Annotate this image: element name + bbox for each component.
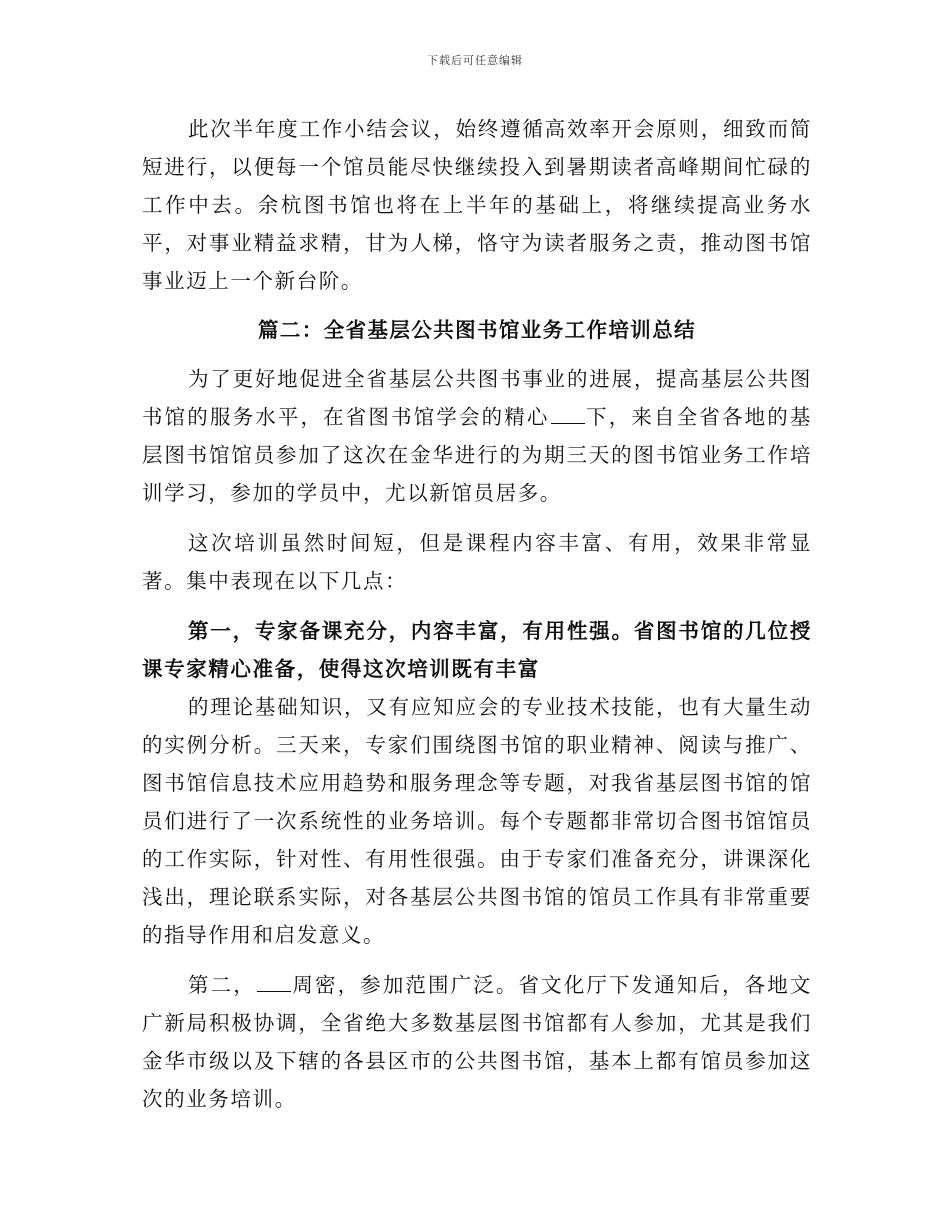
- paragraph-point-two-text: 周密，参加范围广泛。省文化厅下发通知后，各地文广新局积极协调，全省绝大多数基层图书馆都有人参加，尤其是我们金华市级以及下辖的各县区市的公共图书馆，基本上都有馆员参加这次的业务培训。: [142, 973, 812, 1111]
- blank-underline: [257, 973, 291, 992]
- paragraph-training-intro: [142, 360, 812, 512]
- document-body: [142, 110, 812, 1118]
- paragraph-point-two: [142, 966, 812, 1118]
- paragraph-training-effect: 这次培训虽然时间短，但是课程内容丰富、有用，效果非常显著。集中表现在以下几点：: [142, 531, 812, 593]
- paragraph-point-one-heading: 第一，专家备课充分，内容丰富，有用性强。省图书馆的几位授课专家精心准备，使得这次培训既有丰富: [142, 619, 812, 681]
- paragraph-summary-conclusion: 此次半年度工作小结会议，始终遵循高效率开会原则，细致而简短进行，以便每一个馆员能尽快继续投入到暑期读者高峰期间忙碌的工作中去。余杭图书馆也将在上半年的基础上，将继续提高业务水平，对事业精益求精，甘为人梯，恪守为读者服务之责，推动图书馆事业迈上一个新台阶。: [142, 117, 812, 293]
- paragraph-training-intro-part2: 下，来自全省各地的基层图书馆馆员参加了这次在金华进行的为期三天的图书馆业务工作培训学习，参加的学员中，尤以新馆员居多。: [142, 405, 812, 505]
- paragraph-point-two-label: 第二，: [188, 973, 256, 997]
- paragraph-point-one-detail: 的理论基础知识，又有应知应会的专业技术技能，也有大量生动的实例分析。三天来，专家们围绕图书馆的职业精神、阅读与推广、图书馆信息技术应用趋势和服务理念等专题，对我省基层图书馆的馆员们进行了一次系统性的业务培训。每个专题都非常切合图书馆馆员的工作实际，针对性、有用性很强。由于专家们准备充分，讲课深化浅出，理论联系实际，对各基层公共图书馆的馆员工作具有非常重要的指导作用和启发意义。: [142, 695, 812, 947]
- page-header-note: 下载后可任意编辑: [427, 54, 523, 67]
- blank-underline: [551, 405, 585, 424]
- section-title: 篇二：全省基层公共图书馆业务工作培训总结: [258, 318, 696, 342]
- paragraph-training-intro-part1: 为了更好地促进全省基层公共图书事业的进展，提高基层公共图书馆的服务水平，在省图书馆学会的精心: [142, 367, 812, 429]
